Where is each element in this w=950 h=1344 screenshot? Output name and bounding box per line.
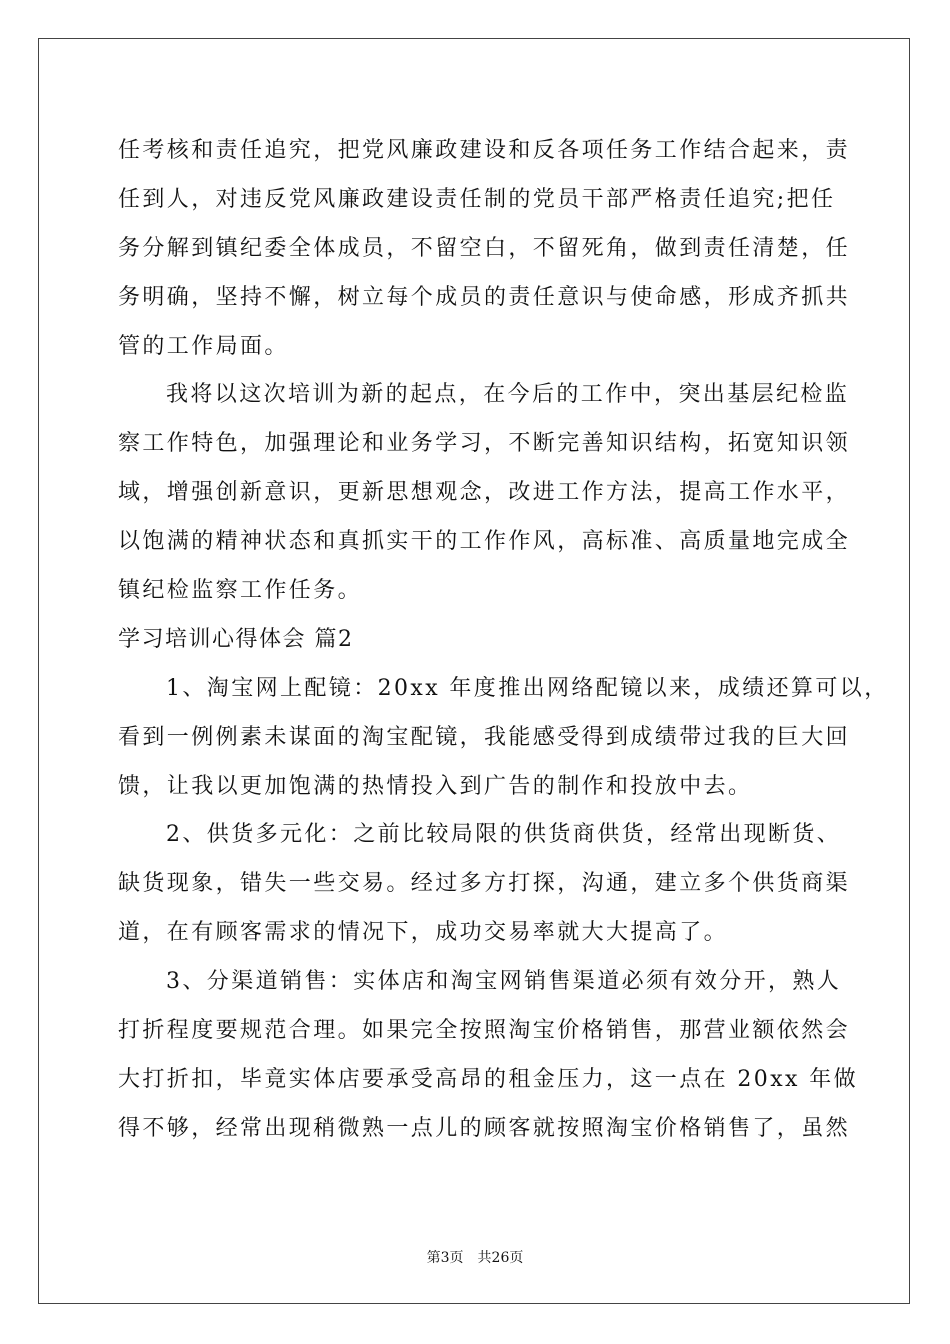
paragraph-line: 域，增强创新意识，更新思想观念，改进工作方法，提高工作水平，: [118, 480, 851, 506]
page-total: 共26页: [477, 1250, 524, 1266]
section-heading: 学习培训心得体会 篇2: [118, 626, 354, 652]
paragraph-line: 馈，让我以更加饱满的热情投入到广告的制作和投放中去。: [118, 773, 753, 799]
paragraph-line: 2、供货多元化：之前比较局限的供货商供货，经常出现断货、: [166, 822, 842, 848]
document-body: [118, 127, 889, 1154]
paragraph-line: 务分解到镇纪委全体成员，不留空白，不留死角，做到责任清楚，任: [118, 235, 851, 261]
page-number: 第3页: [426, 1250, 464, 1266]
paragraph-line: 打折程度要规范合理。如果完全按照淘宝价格销售，那营业额依然会: [118, 1018, 851, 1044]
paragraph-line: 缺货现象，错失一些交易。经过多方打探，沟通，建立多个供货商渠: [118, 871, 851, 897]
paragraph-line: 得不够，经常出现稍微熟一点儿的顾客就按照淘宝价格销售了，虽然: [118, 1115, 851, 1141]
paragraph-line: 我将以这次培训为新的起点，在今后的工作中，突出基层纪检监: [166, 382, 850, 408]
paragraph-line: 管的工作局面。: [118, 333, 289, 359]
paragraph-line: 大打折扣，毕竟实体店要承受高昂的租金压力，这一点在 20xx 年做: [118, 1066, 858, 1092]
paragraph-line: 看到一例例素未谋面的淘宝配镜，我能感受得到成绩带过我的巨大回: [118, 724, 851, 750]
paragraph-line: 察工作特色，加强理论和业务学习，不断完善知识结构，拓宽知识领: [118, 431, 851, 457]
paragraph-line: 任到人，对违反党风廉政建设责任制的党员干部严格责任追究;把任: [118, 186, 836, 212]
paragraph-line: 1、淘宝网上配镜：20xx 年度推出网络配镜以来，成绩还算可以，: [166, 675, 889, 701]
paragraph-line: 3、分渠道销售：实体店和淘宝网销售渠道必须有效分开，熟人: [166, 969, 842, 995]
paragraph-line: 务明确，坚持不懈，树立每个成员的责任意识与使命感，形成齐抓共: [118, 284, 851, 310]
page-footer: [0, 1247, 950, 1267]
paragraph-line: 任考核和责任追究，把党风廉政建设和反各项任务工作结合起来，责: [118, 138, 851, 163]
paragraph-line: 镇纪检监察工作任务。: [118, 578, 363, 604]
paragraph-line: 道，在有顾客需求的情况下，成功交易率就大大提高了。: [118, 920, 729, 946]
paragraph-line: 以饱满的精神状态和真抓实干的工作作风，高标准、高质量地完成全: [118, 529, 851, 555]
